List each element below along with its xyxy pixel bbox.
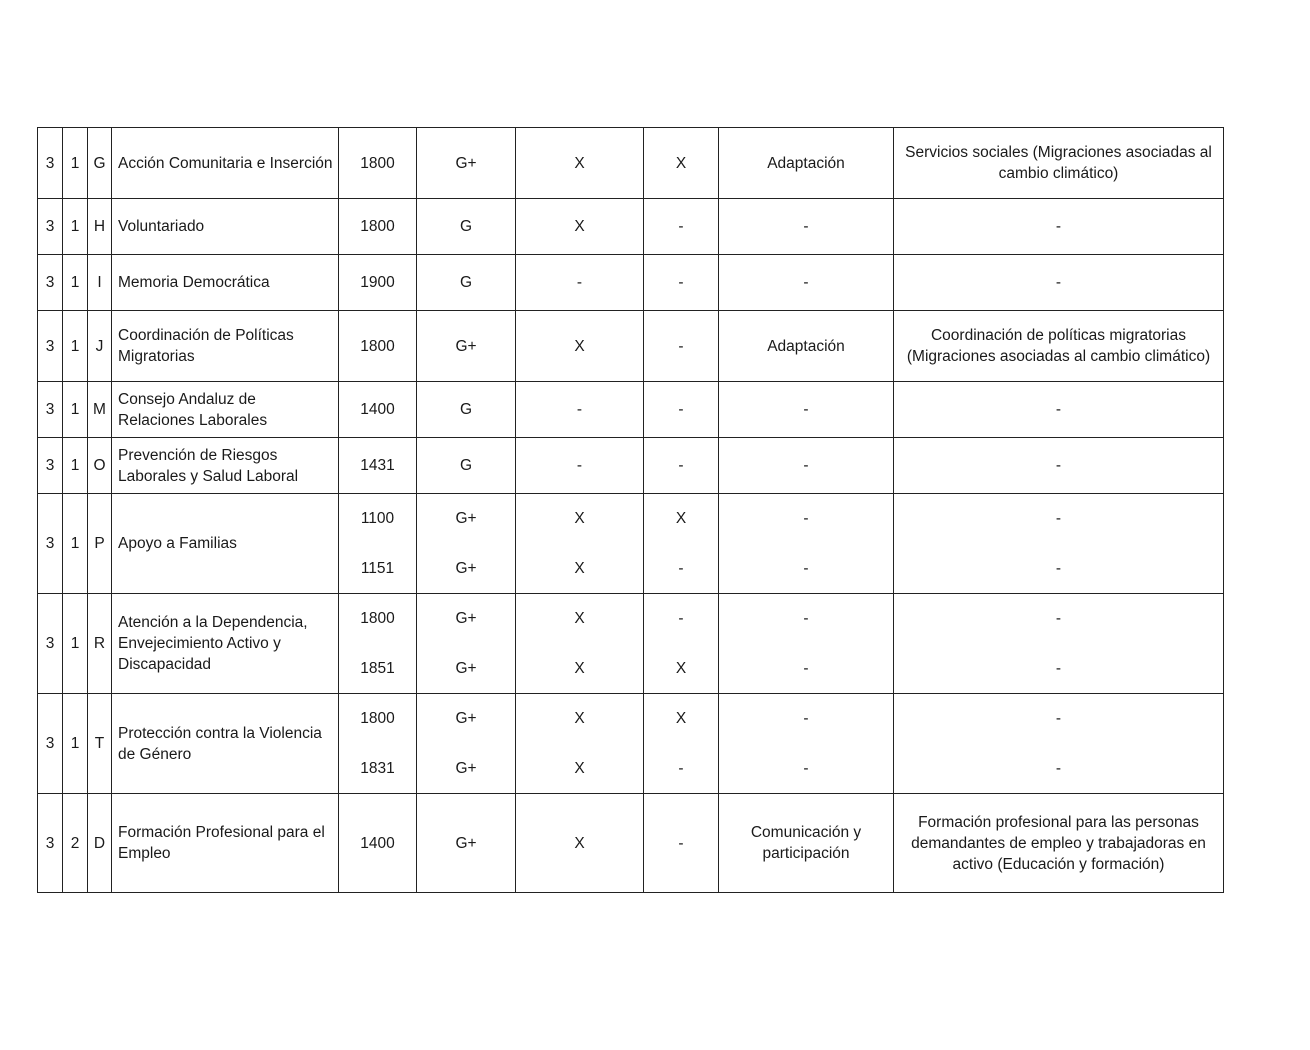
axis-cell: - bbox=[719, 382, 894, 438]
budget-code-cell: 1800 bbox=[339, 311, 417, 382]
budget-code-cell bbox=[339, 694, 417, 794]
section-number-cell: 3 bbox=[38, 794, 63, 893]
service-number-cell: 1 bbox=[63, 199, 88, 255]
mark-column-2-cell bbox=[644, 694, 719, 794]
service-number-cell: 1 bbox=[63, 494, 88, 594]
axis-cell bbox=[719, 694, 894, 794]
program-letter-cell: R bbox=[88, 594, 112, 694]
description-value: - bbox=[1055, 559, 1062, 577]
program-name-cell: Atención a la Dependencia, Envejecimiento Activo y Discapacidad bbox=[112, 594, 339, 694]
program-name-cell: Acción Comunitaria e Inserción bbox=[112, 128, 339, 199]
axis-cell: Adaptación bbox=[719, 128, 894, 199]
description-cell: - bbox=[894, 382, 1224, 438]
mark-column-1-cell: - bbox=[516, 438, 644, 494]
sub-row-group bbox=[521, 494, 638, 593]
gender-rating-value: G+ bbox=[455, 710, 477, 728]
sub-row-group bbox=[422, 594, 510, 693]
description-value: - bbox=[1055, 610, 1062, 628]
axis-cell: Comunicación y participación bbox=[719, 794, 894, 893]
gender-rating-cell: G bbox=[417, 255, 516, 311]
sub-row-group bbox=[899, 694, 1218, 793]
section-number-cell: 3 bbox=[38, 255, 63, 311]
section-number-cell: 3 bbox=[38, 311, 63, 382]
mark-column-2-cell: - bbox=[644, 794, 719, 893]
budget-code-cell: 1800 bbox=[339, 199, 417, 255]
table-row bbox=[38, 255, 1224, 311]
sub-row-group bbox=[899, 494, 1218, 593]
mark-column-2-value: X bbox=[675, 710, 687, 728]
gender-rating-cell bbox=[417, 694, 516, 794]
program-name-cell: Consejo Andaluz de Relaciones Laborales bbox=[112, 382, 339, 438]
program-name-cell: Coordinación de Políticas Migratorias bbox=[112, 311, 339, 382]
budget-code-value: 1851 bbox=[360, 659, 395, 677]
mark-column-2-value: - bbox=[678, 759, 684, 777]
mark-column-1-value: X bbox=[574, 559, 585, 577]
programs-table bbox=[37, 127, 1224, 893]
mark-column-1-cell: X bbox=[516, 128, 644, 199]
mark-column-2-cell: - bbox=[644, 199, 719, 255]
mark-column-1-value: X bbox=[574, 610, 585, 628]
axis-cell: Adaptación bbox=[719, 311, 894, 382]
program-letter-cell: I bbox=[88, 255, 112, 311]
service-number-cell: 1 bbox=[63, 382, 88, 438]
service-number-cell: 1 bbox=[63, 255, 88, 311]
service-number-cell: 2 bbox=[63, 794, 88, 893]
mark-column-2-cell: - bbox=[644, 438, 719, 494]
gender-rating-cell bbox=[417, 494, 516, 594]
description-cell: - bbox=[894, 199, 1224, 255]
section-number-cell: 3 bbox=[38, 694, 63, 794]
mark-column-2-cell: - bbox=[644, 382, 719, 438]
table-row bbox=[38, 594, 1224, 694]
description-cell bbox=[894, 594, 1224, 694]
budget-code-value: 1800 bbox=[360, 610, 395, 628]
gender-rating-value: G+ bbox=[455, 610, 477, 628]
axis-value: - bbox=[803, 610, 809, 628]
program-letter-cell: T bbox=[88, 694, 112, 794]
axis-cell: - bbox=[719, 438, 894, 494]
description-value: - bbox=[1055, 710, 1062, 728]
table-row bbox=[38, 311, 1224, 382]
gender-rating-cell: G bbox=[417, 199, 516, 255]
gender-rating-value: G+ bbox=[455, 659, 477, 677]
gender-rating-value: G+ bbox=[455, 559, 477, 577]
axis-cell bbox=[719, 494, 894, 594]
mark-column-1-value: X bbox=[574, 510, 585, 528]
program-name-cell: Memoria Democrática bbox=[112, 255, 339, 311]
table-row bbox=[38, 694, 1224, 794]
mark-column-2-cell: - bbox=[644, 255, 719, 311]
table-row bbox=[38, 494, 1224, 594]
program-letter-cell: H bbox=[88, 199, 112, 255]
mark-column-1-cell: X bbox=[516, 311, 644, 382]
budget-code-cell: 1400 bbox=[339, 794, 417, 893]
budget-code-value: 1100 bbox=[360, 510, 395, 528]
table-row bbox=[38, 382, 1224, 438]
budget-code-value: 1831 bbox=[360, 759, 395, 777]
table-row bbox=[38, 438, 1224, 494]
sub-row-group bbox=[521, 594, 638, 693]
axis-value: - bbox=[803, 659, 809, 677]
description-cell: - bbox=[894, 438, 1224, 494]
gender-rating-cell: G+ bbox=[417, 128, 516, 199]
table-row bbox=[38, 199, 1224, 255]
sub-row-group bbox=[339, 694, 416, 793]
section-number-cell: 3 bbox=[38, 199, 63, 255]
gender-rating-cell: G bbox=[417, 438, 516, 494]
sub-row-group bbox=[521, 694, 638, 793]
program-letter-cell: G bbox=[88, 128, 112, 199]
gender-rating-cell: G+ bbox=[417, 794, 516, 893]
axis-value: - bbox=[803, 510, 809, 528]
budget-code-cell: 1800 bbox=[339, 128, 417, 199]
axis-value: - bbox=[803, 759, 809, 777]
mark-column-1-cell: X bbox=[516, 199, 644, 255]
sub-row-group bbox=[339, 494, 416, 593]
program-letter-cell: O bbox=[88, 438, 112, 494]
sub-row-group bbox=[724, 594, 888, 693]
table-body bbox=[38, 128, 1224, 893]
program-name-cell: Protección contra la Violencia de Género bbox=[112, 694, 339, 794]
mark-column-2-cell bbox=[644, 594, 719, 694]
service-number-cell: 1 bbox=[63, 594, 88, 694]
mark-column-1-cell: - bbox=[516, 382, 644, 438]
description-cell bbox=[894, 494, 1224, 594]
axis-cell: - bbox=[719, 255, 894, 311]
service-number-cell: 1 bbox=[63, 694, 88, 794]
program-letter-cell: D bbox=[88, 794, 112, 893]
service-number-cell: 1 bbox=[63, 311, 88, 382]
budget-code-cell bbox=[339, 594, 417, 694]
axis-value: - bbox=[803, 559, 809, 577]
budget-code-cell bbox=[339, 494, 417, 594]
axis-cell bbox=[719, 594, 894, 694]
program-letter-cell: P bbox=[88, 494, 112, 594]
budget-code-value: 1151 bbox=[360, 559, 395, 577]
sub-row-group bbox=[724, 494, 888, 593]
gender-rating-value: G+ bbox=[455, 759, 477, 777]
program-name-cell: Voluntariado bbox=[112, 199, 339, 255]
description-value: - bbox=[1055, 659, 1062, 677]
program-name-cell: Formación Profesional para el Empleo bbox=[112, 794, 339, 893]
mark-column-1-cell: - bbox=[516, 255, 644, 311]
section-number-cell: 3 bbox=[38, 438, 63, 494]
budget-code-cell: 1431 bbox=[339, 438, 417, 494]
mark-column-1-value: X bbox=[574, 759, 585, 777]
service-number-cell: 1 bbox=[63, 438, 88, 494]
description-value: - bbox=[1055, 510, 1062, 528]
service-number-cell: 1 bbox=[63, 128, 88, 199]
gender-rating-cell bbox=[417, 594, 516, 694]
sub-row-group bbox=[422, 694, 510, 793]
program-letter-cell: J bbox=[88, 311, 112, 382]
sub-row-group bbox=[422, 494, 510, 593]
mark-column-2-value: - bbox=[678, 559, 684, 577]
mark-column-2-value: X bbox=[675, 510, 687, 528]
gender-rating-value: G+ bbox=[455, 510, 477, 528]
program-name-cell: Apoyo a Familias bbox=[112, 494, 339, 594]
budget-code-value: 1800 bbox=[360, 710, 395, 728]
mark-column-2-cell bbox=[644, 494, 719, 594]
sub-row-group bbox=[724, 694, 888, 793]
section-number-cell: 3 bbox=[38, 382, 63, 438]
mark-column-2-cell: X bbox=[644, 128, 719, 199]
description-cell bbox=[894, 694, 1224, 794]
description-cell: - bbox=[894, 255, 1224, 311]
mark-column-1-value: X bbox=[574, 710, 585, 728]
section-number-cell: 3 bbox=[38, 128, 63, 199]
mark-column-1-cell: X bbox=[516, 794, 644, 893]
axis-value: - bbox=[803, 710, 809, 728]
description-cell: Servicios sociales (Migraciones asociadas al cambio climático) bbox=[894, 128, 1224, 199]
sub-row-group bbox=[899, 594, 1218, 693]
budget-code-cell: 1400 bbox=[339, 382, 417, 438]
sub-row-group bbox=[339, 594, 416, 693]
gender-rating-cell: G bbox=[417, 382, 516, 438]
program-name-cell: Prevención de Riesgos Laborales y Salud Laboral bbox=[112, 438, 339, 494]
description-cell: Coordinación de políticas migratorias (Migraciones asociadas al cambio climático) bbox=[894, 311, 1224, 382]
mark-column-2-value: - bbox=[678, 610, 684, 628]
table-row bbox=[38, 794, 1224, 893]
sub-row-group bbox=[649, 694, 713, 793]
section-number-cell: 3 bbox=[38, 594, 63, 694]
mark-column-1-cell bbox=[516, 694, 644, 794]
mark-column-1-cell bbox=[516, 494, 644, 594]
mark-column-1-value: X bbox=[574, 659, 585, 677]
section-number-cell: 3 bbox=[38, 494, 63, 594]
mark-column-2-value: X bbox=[675, 659, 687, 677]
description-cell: Formación profesional para las personas demandantes de empleo y trabajadoras en activo (Educación y formación) bbox=[894, 794, 1224, 893]
axis-cell: - bbox=[719, 199, 894, 255]
sub-row-group bbox=[649, 494, 713, 593]
program-letter-cell: M bbox=[88, 382, 112, 438]
sub-row-group bbox=[649, 594, 713, 693]
description-value: - bbox=[1055, 759, 1062, 777]
budget-code-cell: 1900 bbox=[339, 255, 417, 311]
mark-column-2-cell: - bbox=[644, 311, 719, 382]
table-row bbox=[38, 128, 1224, 199]
gender-rating-cell: G+ bbox=[417, 311, 516, 382]
mark-column-1-cell bbox=[516, 594, 644, 694]
